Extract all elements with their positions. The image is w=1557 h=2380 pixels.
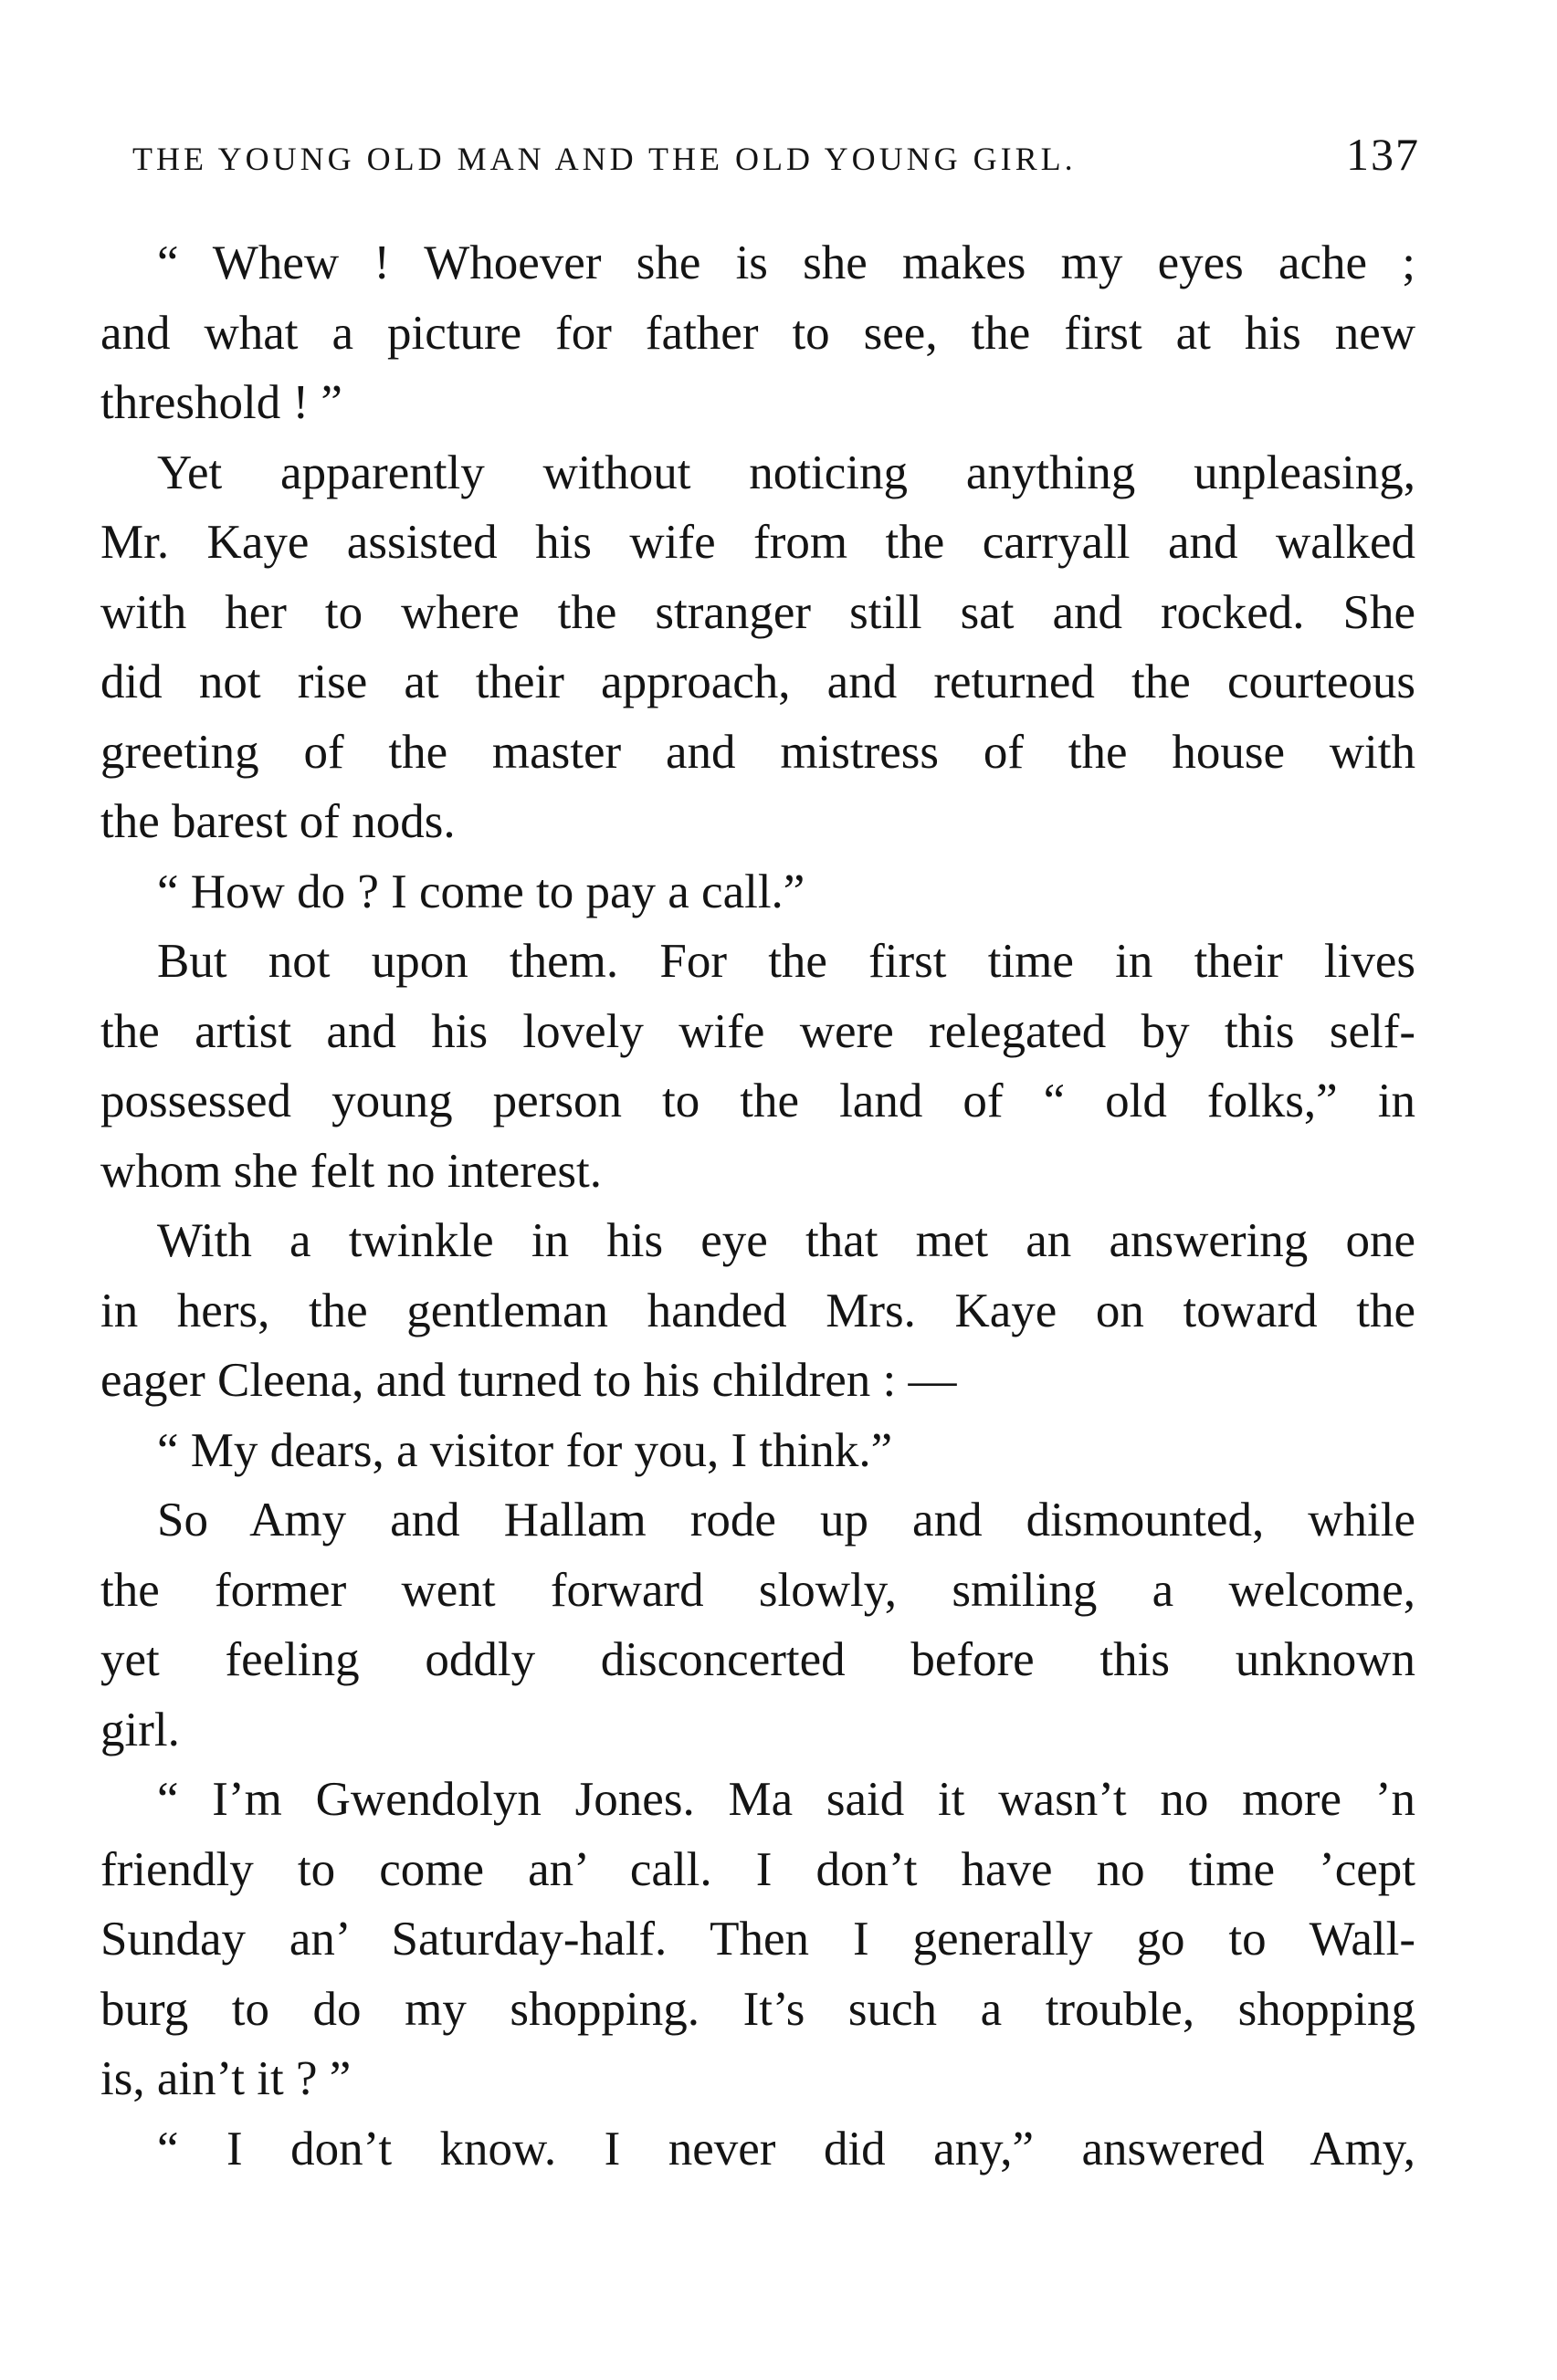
text-line: with her to where the stranger still sat and rocked. She: [100, 585, 1415, 639]
text-line: burg to do my shopping. It’s such a trouble, shopping: [100, 1982, 1415, 2036]
text-line: threshold ! ”: [100, 376, 342, 429]
text-line: is, ain’t it ? ”: [100, 2052, 352, 2105]
text-line: the artist and his lovely wife were relegated by this self-: [100, 1004, 1415, 1058]
text-line: eager Cleena, and turned to his children : —: [100, 1354, 957, 1407]
text-line: greeting of the master and mistress of the house with: [100, 725, 1415, 779]
text-line: “ I don’t know. I never did any,” answered Amy,: [157, 2122, 1415, 2176]
text-line: and what a picture for father to see, the first at his new: [100, 306, 1415, 360]
text-line: friendly to come an’ call. I don’t have no time ’cept: [100, 1842, 1415, 1896]
body-text: [100, 228, 1415, 2184]
text-line: yet feeling oddly disconcerted before this unknown: [100, 1633, 1415, 1686]
text-line: possessed young person to the land of “ old folks,” in: [100, 1075, 1415, 1127]
text-line: did not rise at their approach, and returned the courteous: [100, 655, 1415, 708]
text-line: Mr. Kaye assisted his wife from the carryall and walked: [100, 516, 1415, 569]
text-line: girl.: [100, 1703, 180, 1756]
text-line: Yet apparently without noticing anything unpleasing,: [157, 446, 1415, 499]
text-line: With a twinkle in his eye that met an answering one: [157, 1214, 1415, 1267]
text-line: Sunday an’ Saturday-half. Then I generally go to Wall-: [100, 1913, 1415, 1966]
text-line: the barest of nods.: [100, 795, 456, 848]
text-line: “ My dears, a visitor for you, I think.”: [157, 1423, 893, 1477]
running-head: [132, 128, 1420, 183]
text-line: “ How do ? I come to pay a call.”: [157, 865, 805, 918]
text-line: the former went forward slowly, smiling a welcome,: [100, 1563, 1415, 1617]
text-line: But not upon them. For the first time in their lives: [157, 935, 1415, 988]
page-number: 137: [1346, 129, 1420, 180]
text-line: whom she felt no interest.: [100, 1144, 603, 1198]
text-line: in hers, the gentleman handed Mrs. Kaye on toward the: [100, 1284, 1415, 1337]
text-line: “ I’m Gwendolyn Jones. Ma said it wasn’t no more ’n: [157, 1773, 1415, 1826]
text-line: “ Whew ! Whoever she is she makes my eyes ache ;: [157, 236, 1415, 289]
text-line: So Amy and Hallam rode up and dismounted, while: [157, 1494, 1415, 1546]
running-title: THE YOUNG OLD MAN AND THE OLD YOUNG GIRL.: [132, 141, 1077, 177]
